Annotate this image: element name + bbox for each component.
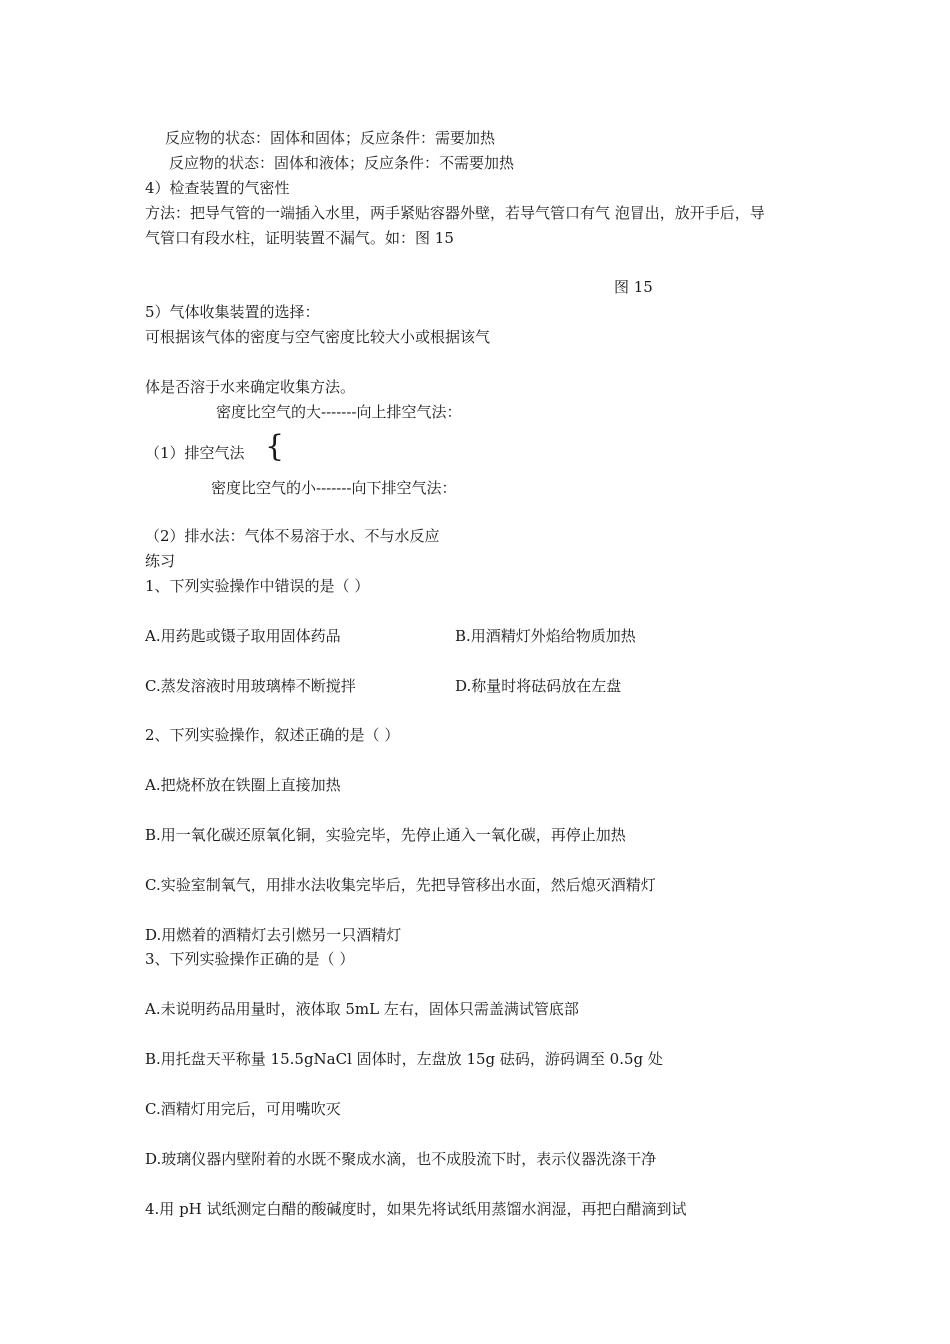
question-3-option-b: B.用托盘天平称量 15.5gNaCl 固体时，左盘放 15g 砝码，游码调至 0.5g 处 (145, 1050, 663, 1068)
section-5-desc-line-1: 可根据该气体的密度与空气密度比较大小或根据该气 (145, 328, 491, 346)
section-4-method-line-1: 方法：把导气管的一端插入水里，两手紧贴容器外壁，若导气管口有气 泡冒出，放开手后，导 (145, 204, 765, 222)
question-4-stem: 4.用 pH 试纸测定白醋的酸碱度时，如果先将试纸用蒸馏水润湿，再把白醋滴到试 (145, 1200, 687, 1218)
question-2-option-d: D.用燃着的酒精灯去引燃另一只酒精灯 (145, 926, 402, 944)
air-method-denser: 密度比空气的大-------向上排空气法： (216, 403, 462, 421)
question-1-option-a: A.用药匙或镊子取用固体药品 (145, 627, 341, 645)
question-2-option-b: B.用一氧化碳还原氧化铜，实验完毕，先停止通入一氧化碳，再停止加热 (145, 826, 626, 844)
question-2-option-a: A.把烧杯放在铁圈上直接加热 (145, 776, 341, 794)
question-1-option-b: B.用酒精灯外焰给物质加热 (455, 627, 636, 645)
brace-symbol: { (265, 429, 285, 464)
water-method-label: （2）排水法：气体不易溶于水、不与水反应 (145, 527, 440, 545)
question-3-option-c: C.酒精灯用完后，可用嘴吹灭 (145, 1100, 341, 1118)
air-method-lighter: 密度比空气的小-------向下排空气法： (211, 479, 457, 497)
question-1-stem: 1、下列实验操作中错误的是（ ） (145, 577, 370, 595)
question-2-stem: 2、下列实验操作，叙述正确的是（ ） (145, 726, 400, 744)
question-2-option-c: C.实验室制氧气，用排水法收集完毕后，先把导管移出水面，然后熄灭酒精灯 (145, 876, 656, 894)
intro-line-2: 反应物的状态：固体和液体；反应条件：不需要加热 (169, 154, 515, 172)
section-4-heading: 4）检查装置的气密性 (145, 179, 290, 197)
air-method-label: （1）排空气法 (145, 444, 245, 462)
section-5-desc-line-2: 体是否溶于水来确定收集方法。 (145, 378, 356, 396)
practice-heading: 练习 (145, 552, 176, 570)
intro-line-1: 反应物的状态：固体和固体；反应条件：需要加热 (165, 129, 496, 147)
question-1-option-c: C.蒸发溶液时用玻璃棒不断搅拌 (145, 677, 356, 695)
section-4-method-line-2: 气管口有段水柱，证明装置不漏气。如：图 15 (145, 229, 454, 247)
question-1-option-d: D.称量时将砝码放在左盘 (455, 677, 622, 695)
figure-caption: 图 15 (614, 278, 653, 296)
question-3-option-d: D.玻璃仪器内壁附着的水既不聚成水滴，也不成股流下时，表示仪器洗涤干净 (145, 1150, 657, 1168)
question-3-stem: 3、下列实验操作正确的是（ ） (145, 950, 355, 968)
section-5-heading: 5）气体收集装置的选择： (145, 303, 320, 321)
question-3-option-a: A.未说明药品用量时，液体取 5mL 左右，固体只需盖满试管底部 (145, 1000, 579, 1018)
